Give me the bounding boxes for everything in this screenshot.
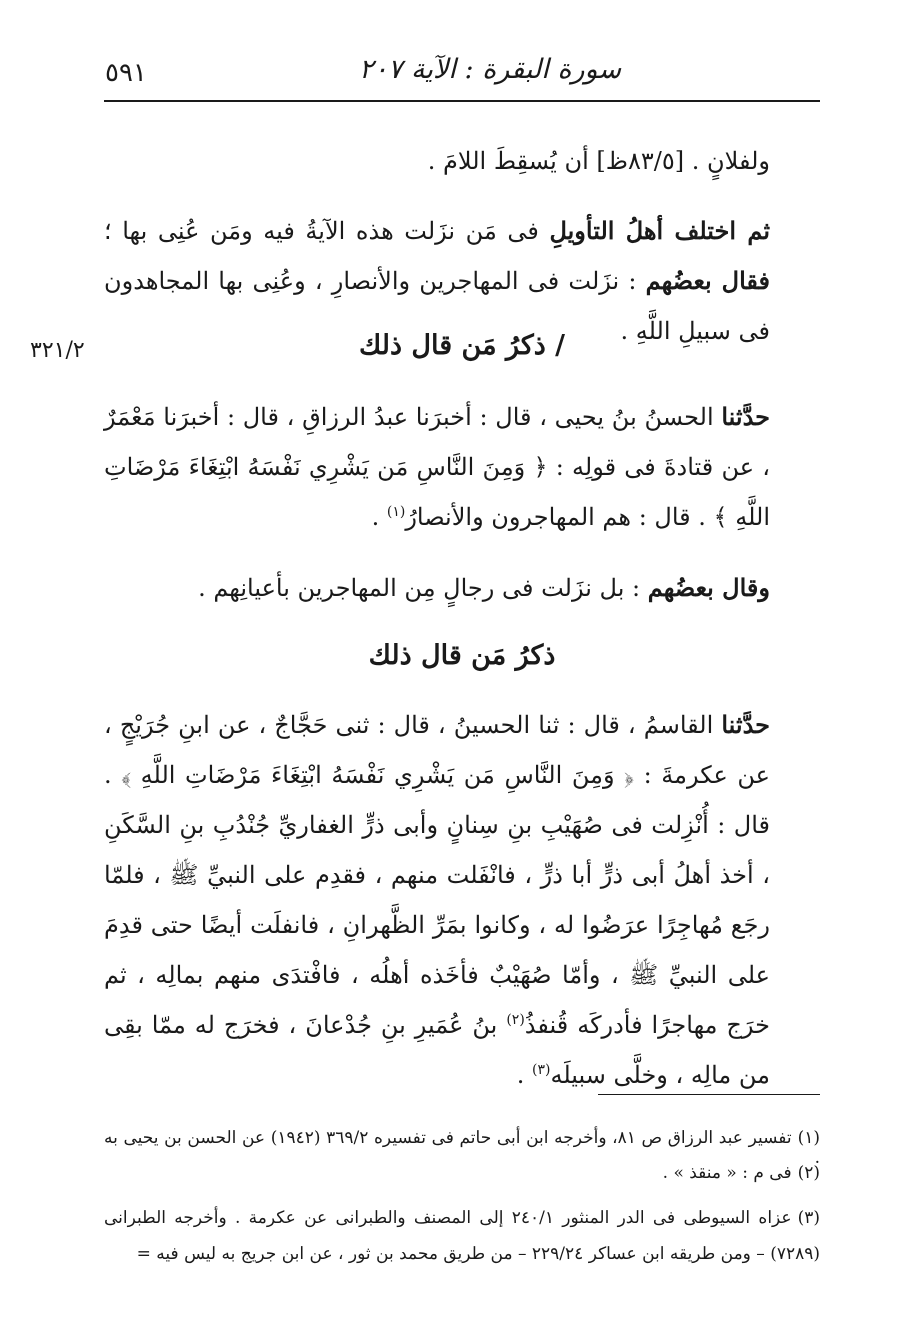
para1-text-a: ولفلانٍ . [ bbox=[674, 147, 770, 175]
margin-reference: ٣٢١/٢ bbox=[30, 338, 85, 363]
para5-end: . bbox=[516, 1061, 533, 1089]
footnote-2 bbox=[104, 1163, 820, 1183]
running-header-title: سورة البقرة : الآية ٢٠٧ bbox=[358, 54, 622, 85]
footnote-3-number: (٣) bbox=[797, 1208, 821, 1228]
footnote-2-number: (٢) bbox=[797, 1163, 820, 1183]
paragraph-5 bbox=[104, 700, 820, 1100]
footnote-3-text: عزاه السيوطى فى الدر المنثور ٢٤٠/١ إلى المصنف والطبرانى عن عكرمة . وأخرجه الطبرانى (٧٢٨٩) – ومن طريقه ابن عساكر ٢٢٩/٢٤ – من طريق محمد بن ثور ، عن ابن جريج به ليس فيه = bbox=[104, 1208, 820, 1264]
section-heading-1: / ذكرُ مَن قال ذلك bbox=[358, 330, 565, 361]
footnote-1 bbox=[104, 1128, 820, 1168]
para3-end: . bbox=[371, 503, 387, 531]
para3-lead: حدَّثنا bbox=[721, 402, 770, 431]
para1-text-b: ] أن يُسقِطَ اللامَ . bbox=[427, 147, 606, 175]
para5-lead: حدَّثنا bbox=[721, 710, 770, 739]
footnote-marker-2: (٢) bbox=[506, 1012, 525, 1028]
footnote-2-text: فى م : « منقذ » . bbox=[662, 1163, 792, 1183]
para2-lead: ثم اختلف أهلُ التأويلِ bbox=[549, 216, 771, 245]
para4-text: : بل نزَلت فى رجالٍ مِن المهاجرين بأعيانِهم . bbox=[198, 574, 648, 602]
para3-text: الحسنُ بنُ يحيى ، قال : أخبرَنا عبدُ الرزاقِ ، قال : أخبرَنا مَعْمَرٌ ، عن قتادةَ فى قولِه : ﴿ وَمِنَ النَّاسِ مَن يَشْرِي نَفْسَهُ ابْتِغَاءَ مَرْضَاتِ اللَّهِ ﴾ . قال : هم المهاجرون والأنصارُ bbox=[104, 403, 770, 531]
header-rule bbox=[104, 100, 820, 102]
footnote-rule bbox=[598, 1094, 820, 1095]
footnote-marker-1: (١) bbox=[386, 504, 406, 520]
footnote-marker-3: (٣) bbox=[532, 1062, 551, 1078]
para2-mid: فى مَن نزَلت هذه الآيةُ فيه ومَن عُنِى بها ؛ bbox=[104, 217, 550, 245]
para2-tail: : نزَلت فى المهاجرين والأنصارِ ، وعُنِى بها المجاهدون فى سبيلِ اللَّهِ . bbox=[104, 267, 770, 345]
manuscript-ref: ٨٣/٥ظ bbox=[605, 147, 675, 175]
paragraph-1 bbox=[104, 136, 820, 186]
para5-text-a: القاسمُ ، قال : ثنا الحسينُ ، قال : ثنى حَجَّاجٌ ، عن ابنِ جُرَيْجٍ ، عن عكرمةَ : ﴿ وَمِنَ النَّاسِ مَن يَشْرِي نَفْسَهُ ابْتِغَاءَ مَرْضَاتِ اللَّهِ ﴾ . قال : أُنْزِلت فى صُهَيْبِ بنِ سِنانٍ وأبى ذرٍّ الغفاريِّ جُنْدُبِ بنِ السَّكَنِ ، أخذ أهلُ أبى ذرٍّ أبا ذرٍّ ، فانْفَلت منهم ، فقدِم على النبيِّ ﷺ ، فلمّا رجَع مُهاجِرًا عرَضُوا له ، وكانوا بمَرِّ الظَّهرانِ ، فانفلَت أيضًا حتى قدِمَ على النبيِّ ﷺ ، وأمّا صُهَيْبٌ فأخَذه أهلُه ، فافْتدَى منهم بمالِه ، ثم خرَج مهاجرًا فأدركَه قُنفذُ bbox=[104, 711, 771, 1039]
footnote-1-text: تفسير عبد الرزاق ص ٨١، وأخرجه ابن أبى حاتم فى تفسيره ٣٦٩/٢ (١٩٤٢) عن الحسن بن يحيى به . bbox=[104, 1128, 820, 1168]
para5-text-b: بنُ عُمَيرِ بنِ جُدْعانَ ، فخرَج له ممّا بقِى من مالِه ، وخلَّى سبيلَه bbox=[104, 1011, 770, 1089]
footnote-3 bbox=[104, 1200, 820, 1272]
page-number: ٥٩١ bbox=[105, 58, 147, 88]
para2-bold-say: فقال بعضُهم bbox=[645, 266, 770, 295]
footnote-1-number: (١) bbox=[797, 1128, 820, 1148]
paragraph-4 bbox=[104, 563, 820, 613]
para4-lead: وقال بعضُهم bbox=[647, 573, 770, 602]
section-heading-2: ذكرُ مَن قال ذلك bbox=[368, 640, 556, 671]
paragraph-3 bbox=[104, 392, 820, 542]
